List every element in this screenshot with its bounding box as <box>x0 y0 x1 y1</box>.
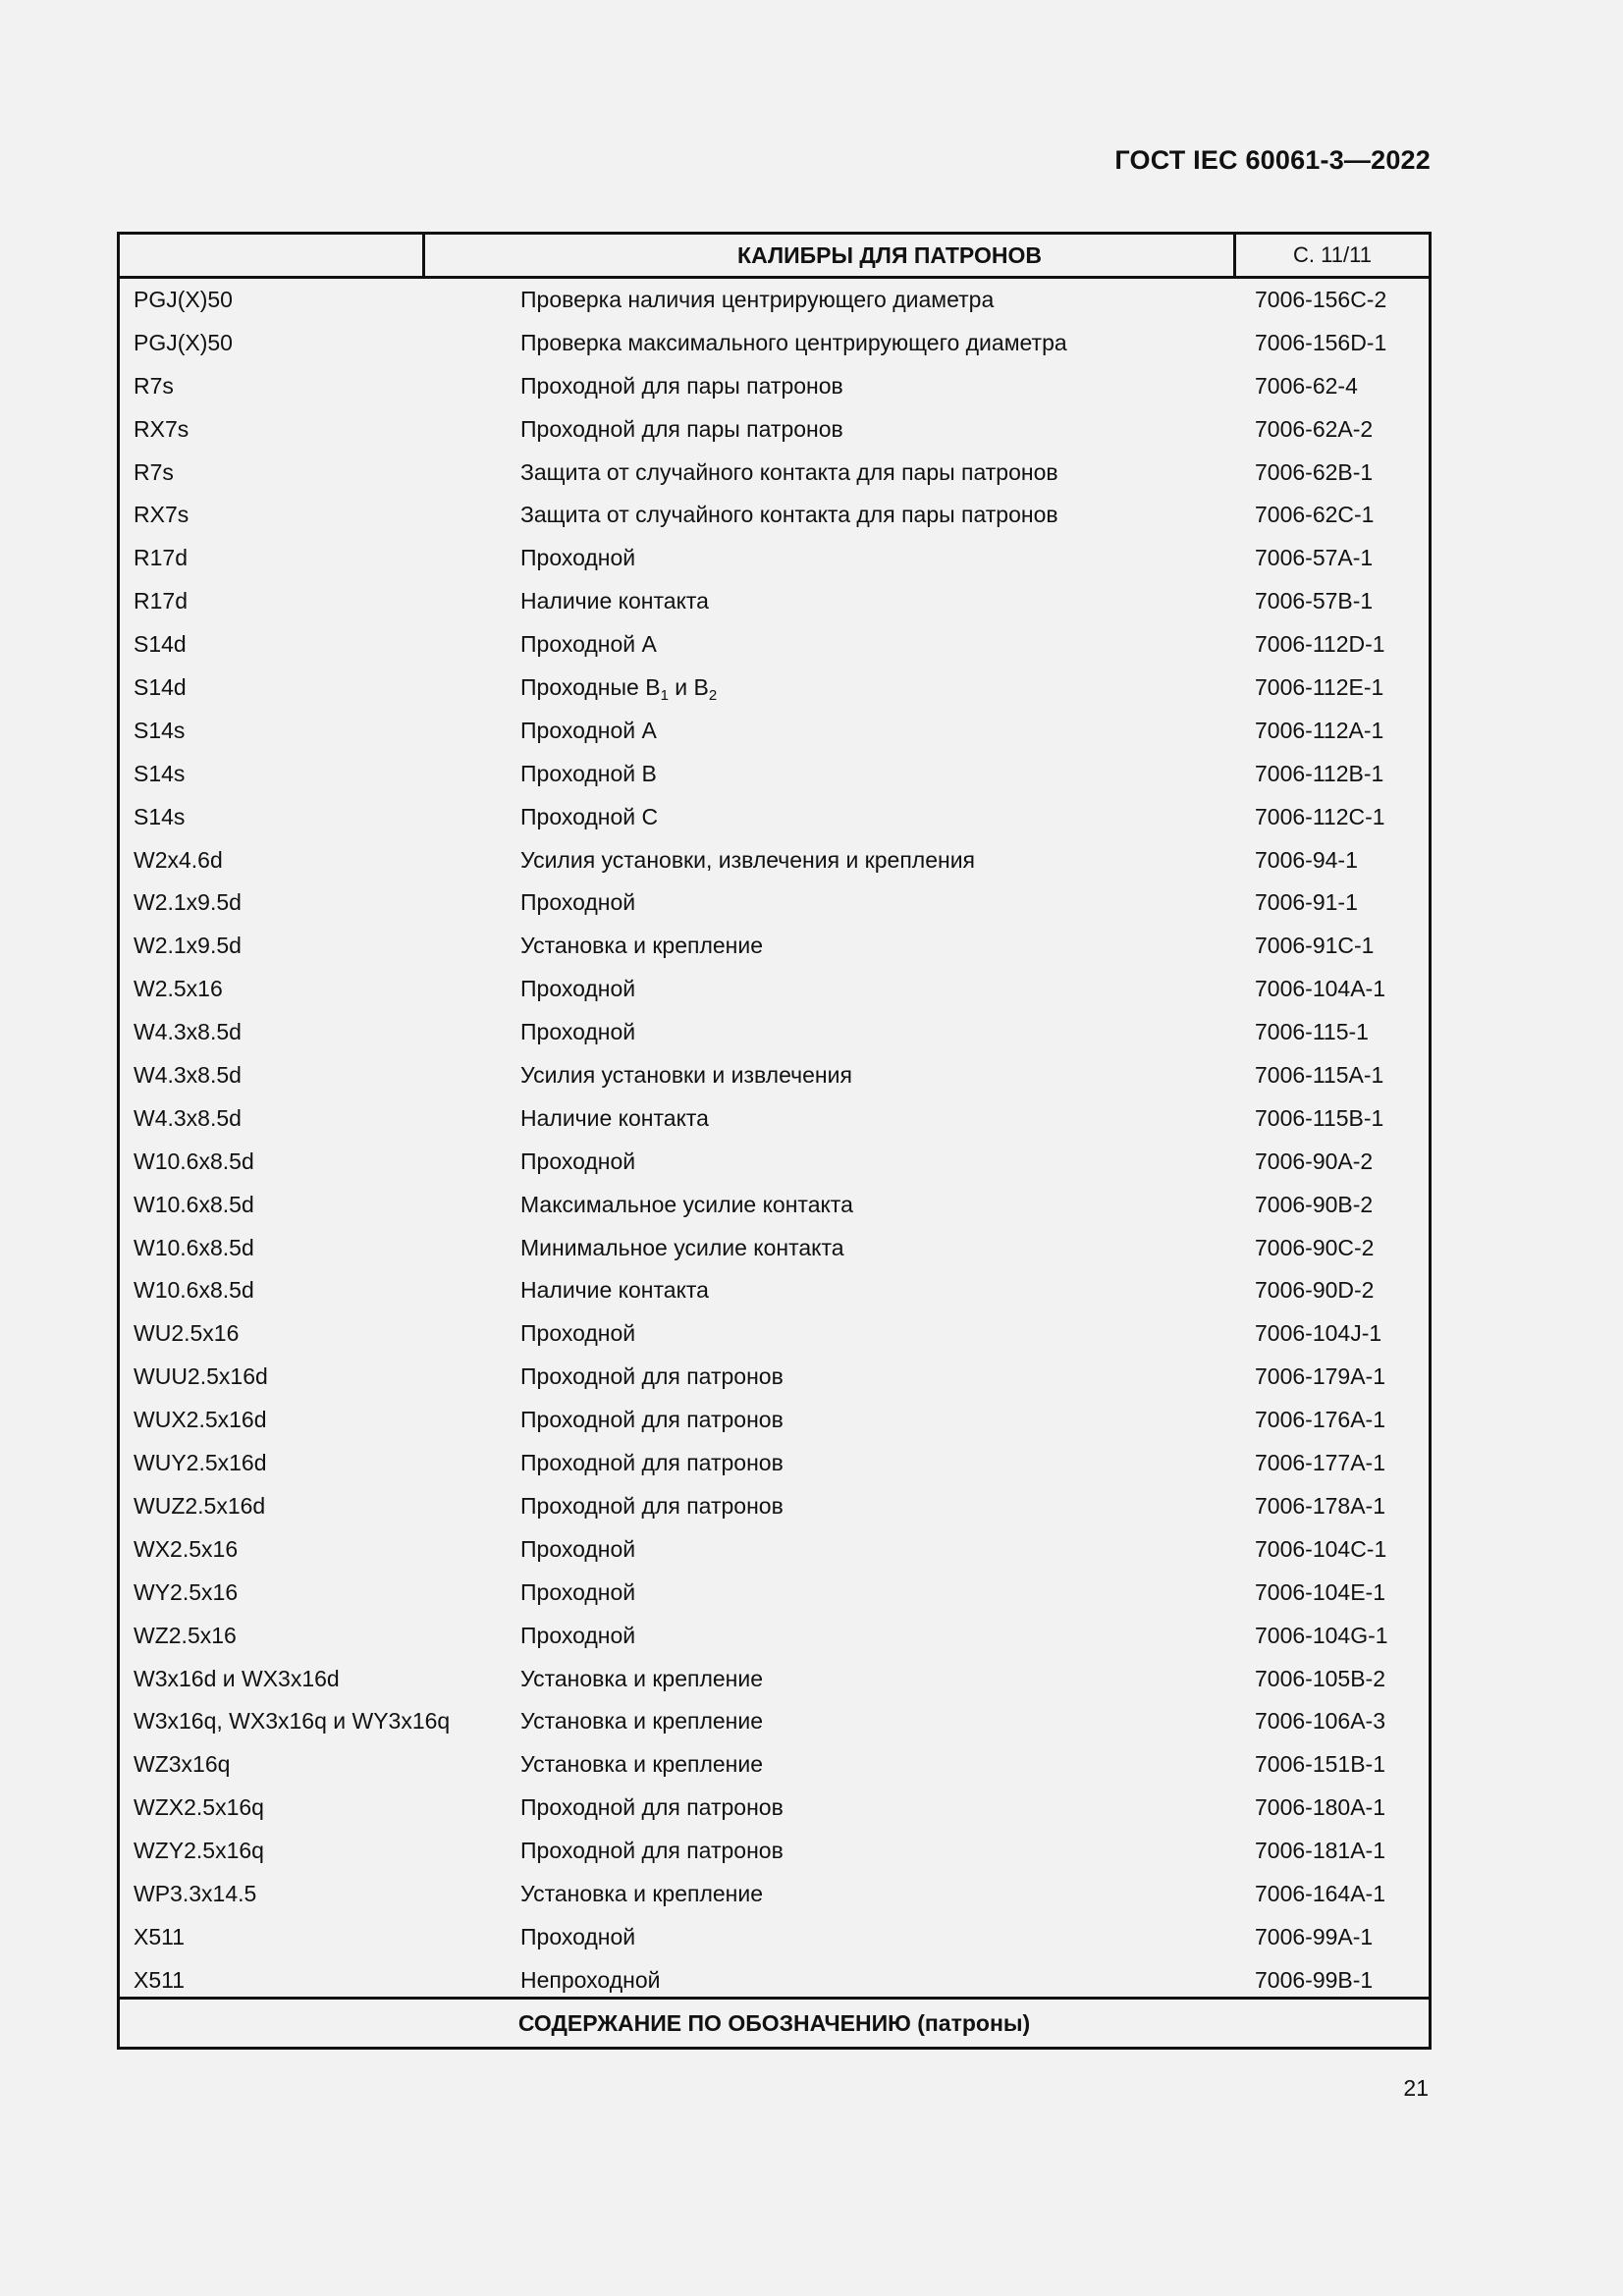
gauge-description: Усилия установки, извлечения и крепления <box>520 846 975 873</box>
cap-designation: W2x4.6d <box>134 846 223 873</box>
sheet-number: 7006-90A-2 <box>1255 1148 1374 1174</box>
sheet-number: 7006-112B-1 <box>1255 760 1384 786</box>
cap-designation: W2.1x9.5d <box>134 889 242 916</box>
table-row <box>120 1743 1429 1787</box>
gauge-description: Проходной В <box>520 760 657 786</box>
gauge-description-text: Проходные В <box>520 674 661 701</box>
cap-designation: S14s <box>134 803 186 829</box>
table-row <box>120 1873 1429 1916</box>
sheet-number: 7006-178A-1 <box>1255 1492 1385 1519</box>
gauge-description: Минимальное усилие контакта <box>520 1234 844 1260</box>
cap-designation: W3x16d и WX3x16d <box>134 1665 340 1691</box>
gauge-description: Максимальное усилие контакта <box>520 1191 853 1217</box>
table-row <box>120 1312 1429 1356</box>
sheet-number: 7006-91-1 <box>1255 889 1358 916</box>
table-row <box>120 1572 1429 1615</box>
cap-designation: S14d <box>134 631 187 658</box>
gauge-description: Установка и крепление <box>520 933 763 959</box>
gauge-description: Проходной С <box>520 803 659 829</box>
gauge-description: Защита от случайного контакта для пары патронов <box>520 458 1058 485</box>
table-row <box>120 537 1429 580</box>
cap-designation: RX7s <box>134 415 189 442</box>
header-empty-cell <box>120 235 425 276</box>
gauge-description: Проходной для патронов <box>520 1363 784 1390</box>
table-row <box>120 1916 1429 1959</box>
gauge-description: Непроходной <box>520 1966 661 1993</box>
gauge-description: Проходной для патронов <box>520 1838 784 1864</box>
cap-designation: W10.6x8.5d <box>134 1277 254 1304</box>
gauge-description: Проходной <box>520 1923 636 1949</box>
sheet-number: 7006-62C-1 <box>1255 502 1375 528</box>
gauge-description: Проходной <box>520 1578 636 1605</box>
page-number: 21 <box>1403 2075 1429 2101</box>
table-row <box>120 1700 1429 1743</box>
gauge-description-text: и В <box>668 674 709 701</box>
sheet-number: 7006-112E-1 <box>1255 674 1384 701</box>
table-row <box>120 839 1429 882</box>
cap-designation: WUX2.5x16d <box>134 1407 267 1433</box>
sheet-number: 7006-115B-1 <box>1255 1104 1384 1131</box>
sheet-number: 7006-164A-1 <box>1255 1880 1385 1906</box>
sheet-number: 7006-99B-1 <box>1255 1966 1374 1993</box>
cap-designation: R17d <box>134 545 188 571</box>
cap-designation: W4.3x8.5d <box>134 1019 242 1045</box>
cap-designation: S14s <box>134 717 186 743</box>
sheet-number: 7006-115A-1 <box>1255 1062 1384 1089</box>
table-body <box>120 279 1429 2002</box>
sheet-number: 7006-62B-1 <box>1255 458 1374 485</box>
sheet-number: 7006-115-1 <box>1255 1019 1369 1045</box>
gauge-description: Защита от случайного контакта для пары патронов <box>520 502 1058 528</box>
cap-designation: W10.6x8.5d <box>134 1234 254 1260</box>
cap-designation: WU2.5x16 <box>134 1320 240 1347</box>
sheet-number: 7006-176A-1 <box>1255 1407 1385 1433</box>
table-row <box>120 1528 1429 1572</box>
gauge-description: Проходной <box>520 889 636 916</box>
cap-designation: W2.1x9.5d <box>134 933 242 959</box>
table-row <box>120 667 1429 710</box>
gauge-description: Проходной <box>520 1148 636 1174</box>
table-row <box>120 1830 1429 1873</box>
cap-designation: WUY2.5x16d <box>134 1450 267 1476</box>
gauge-description: Установка и крепление <box>520 1708 763 1735</box>
sheet-number: 7006-62-4 <box>1255 372 1358 399</box>
sheet-number: 7006-105B-2 <box>1255 1665 1385 1691</box>
table-row <box>120 1787 1429 1830</box>
table-row <box>120 1141 1429 1184</box>
gauge-description: Наличие контакта <box>520 1104 709 1131</box>
cap-designation: W10.6x8.5d <box>134 1148 254 1174</box>
cap-designation: R7s <box>134 458 174 485</box>
sheet-number: 7006-90B-2 <box>1255 1191 1374 1217</box>
document-code: ГОСТ IEC 60061-3—2022 <box>1114 145 1431 175</box>
sheet-number: 7006-106A-3 <box>1255 1708 1385 1735</box>
cap-designation: S14d <box>134 674 187 701</box>
table-row <box>120 322 1429 365</box>
table-row <box>120 796 1429 839</box>
table-row <box>120 452 1429 495</box>
sheet-number: 7006-90D-2 <box>1255 1277 1375 1304</box>
cap-designation: WZ3x16q <box>134 1751 231 1778</box>
gauge-description: Проходной <box>520 1535 636 1562</box>
cap-designation: R7s <box>134 372 174 399</box>
sheet-number: 7006-62A-2 <box>1255 415 1374 442</box>
sheet-number: 7006-90C-2 <box>1255 1234 1375 1260</box>
sheet-number: 7006-94-1 <box>1255 846 1358 873</box>
table-row <box>120 1442 1429 1485</box>
sheet-number: 7006-179A-1 <box>1255 1363 1385 1390</box>
gauge-description: Проходной для патронов <box>520 1450 784 1476</box>
table-row <box>120 1227 1429 1270</box>
table-row <box>120 279 1429 322</box>
sheet-number: 7006-57A-1 <box>1255 545 1374 571</box>
table-row <box>120 1356 1429 1399</box>
table-row <box>120 1269 1429 1312</box>
gauge-description <box>520 667 717 710</box>
table-header <box>120 235 1429 279</box>
gauge-description: Наличие контакта <box>520 1277 709 1304</box>
sheet-number: 7006-104C-1 <box>1255 1535 1387 1562</box>
table-row <box>120 580 1429 623</box>
gauge-description: Установка и крепление <box>520 1751 763 1778</box>
sheet-number: 7006-112D-1 <box>1255 631 1385 658</box>
gauge-description: Усилия установки и извлечения <box>520 1062 852 1089</box>
cap-designation: WUU2.5x16d <box>134 1363 268 1390</box>
table-row <box>120 968 1429 1011</box>
table-row <box>120 1615 1429 1658</box>
table-row <box>120 1054 1429 1097</box>
gauge-description: Установка и крепление <box>520 1880 763 1906</box>
gauge-description: Установка и крепление <box>520 1665 763 1691</box>
gauge-description: Проходной <box>520 976 636 1002</box>
gauge-description: Проходной <box>520 1320 636 1347</box>
gauge-description: Проверка наличия центрирующего диаметра <box>520 287 995 312</box>
cap-designation: S14s <box>134 760 186 786</box>
gauge-description: Проходной <box>520 545 636 571</box>
gauge-description: Проходной <box>520 1622 636 1648</box>
table-row <box>120 1399 1429 1442</box>
table-title: КАЛИБРЫ ДЛЯ ПАТРОНОВ <box>737 242 1042 268</box>
table-row <box>120 753 1429 796</box>
sheet-number: 7006-104G-1 <box>1255 1622 1388 1648</box>
sheet-number: 7006-156C-2 <box>1255 287 1387 312</box>
sheet-number: 7006-99A-1 <box>1255 1923 1374 1949</box>
sheet-number: 7006-180A-1 <box>1255 1794 1385 1821</box>
cap-designation: WX2.5x16 <box>134 1535 239 1562</box>
sheet-number: 7006-181A-1 <box>1255 1838 1385 1864</box>
gauge-description: Проходной А <box>520 717 657 743</box>
subscript: 1 <box>660 687 669 705</box>
table-row <box>120 1184 1429 1227</box>
cap-designation: R17d <box>134 588 188 614</box>
gauge-description: Проходной для патронов <box>520 1492 784 1519</box>
sheet-number: 7006-91C-1 <box>1255 933 1375 959</box>
table-row <box>120 1658 1429 1701</box>
cap-designation: WZY2.5x16q <box>134 1838 264 1864</box>
sheet-counter: С. 11/11 <box>1233 235 1429 276</box>
cap-designation: X511 <box>134 1966 186 1993</box>
table-row <box>120 408 1429 452</box>
cap-designation: W4.3x8.5d <box>134 1104 242 1131</box>
gauge-description: Наличие контакта <box>520 588 709 614</box>
gauge-description: Проходной для пары патронов <box>520 372 843 399</box>
table-row <box>120 1485 1429 1528</box>
gauge-description: Проходной для пары патронов <box>520 415 843 442</box>
cap-designation: WY2.5x16 <box>134 1578 239 1605</box>
cap-designation: RX7s <box>134 502 189 528</box>
cap-designation: W3x16q, WX3x16q и WY3x16q <box>134 1708 451 1735</box>
gauge-description: Проверка максимального центрирующего диаметра <box>520 329 1067 355</box>
cap-designation: PGJ(X)50 <box>134 287 233 312</box>
cap-designation: W2.5x16 <box>134 976 223 1002</box>
sheet-number: 7006-177A-1 <box>1255 1450 1385 1476</box>
table-row <box>120 1097 1429 1141</box>
gauge-description: Проходной А <box>520 631 657 658</box>
gauge-description: Проходной для патронов <box>520 1794 784 1821</box>
table-row <box>120 881 1429 925</box>
table-footer: СОДЕРЖАНИЕ ПО ОБОЗНАЧЕНИЮ (патроны) <box>120 1997 1429 2047</box>
gauges-table <box>117 232 1432 2050</box>
gauge-description: Проходной для патронов <box>520 1407 784 1433</box>
cap-designation: WP3.3x14.5 <box>134 1880 257 1906</box>
cap-designation: WZ2.5x16 <box>134 1622 237 1648</box>
cap-designation: WZX2.5x16q <box>134 1794 264 1821</box>
sheet-number: 7006-112A-1 <box>1255 717 1384 743</box>
gauge-description: Проходной <box>520 1019 636 1045</box>
table-row <box>120 1011 1429 1054</box>
sheet-number: 7006-104A-1 <box>1255 976 1385 1002</box>
cap-designation: W4.3x8.5d <box>134 1062 242 1089</box>
sheet-number: 7006-104J-1 <box>1255 1320 1382 1347</box>
cap-designation: PGJ(X)50 <box>134 329 233 355</box>
sheet-number: 7006-57B-1 <box>1255 588 1374 614</box>
sheet-number: 7006-112C-1 <box>1255 803 1385 829</box>
sheet-number: 7006-104E-1 <box>1255 1578 1385 1605</box>
sheet-number: 7006-156D-1 <box>1255 329 1387 355</box>
table-row <box>120 365 1429 408</box>
table-row <box>120 925 1429 968</box>
cap-designation: X511 <box>134 1923 186 1949</box>
subscript: 2 <box>708 687 718 705</box>
table-row <box>120 623 1429 667</box>
cap-designation: WUZ2.5x16d <box>134 1492 266 1519</box>
table-row <box>120 710 1429 753</box>
table-row <box>120 494 1429 537</box>
cap-designation: W10.6x8.5d <box>134 1191 254 1217</box>
sheet-number: 7006-151B-1 <box>1255 1751 1385 1778</box>
